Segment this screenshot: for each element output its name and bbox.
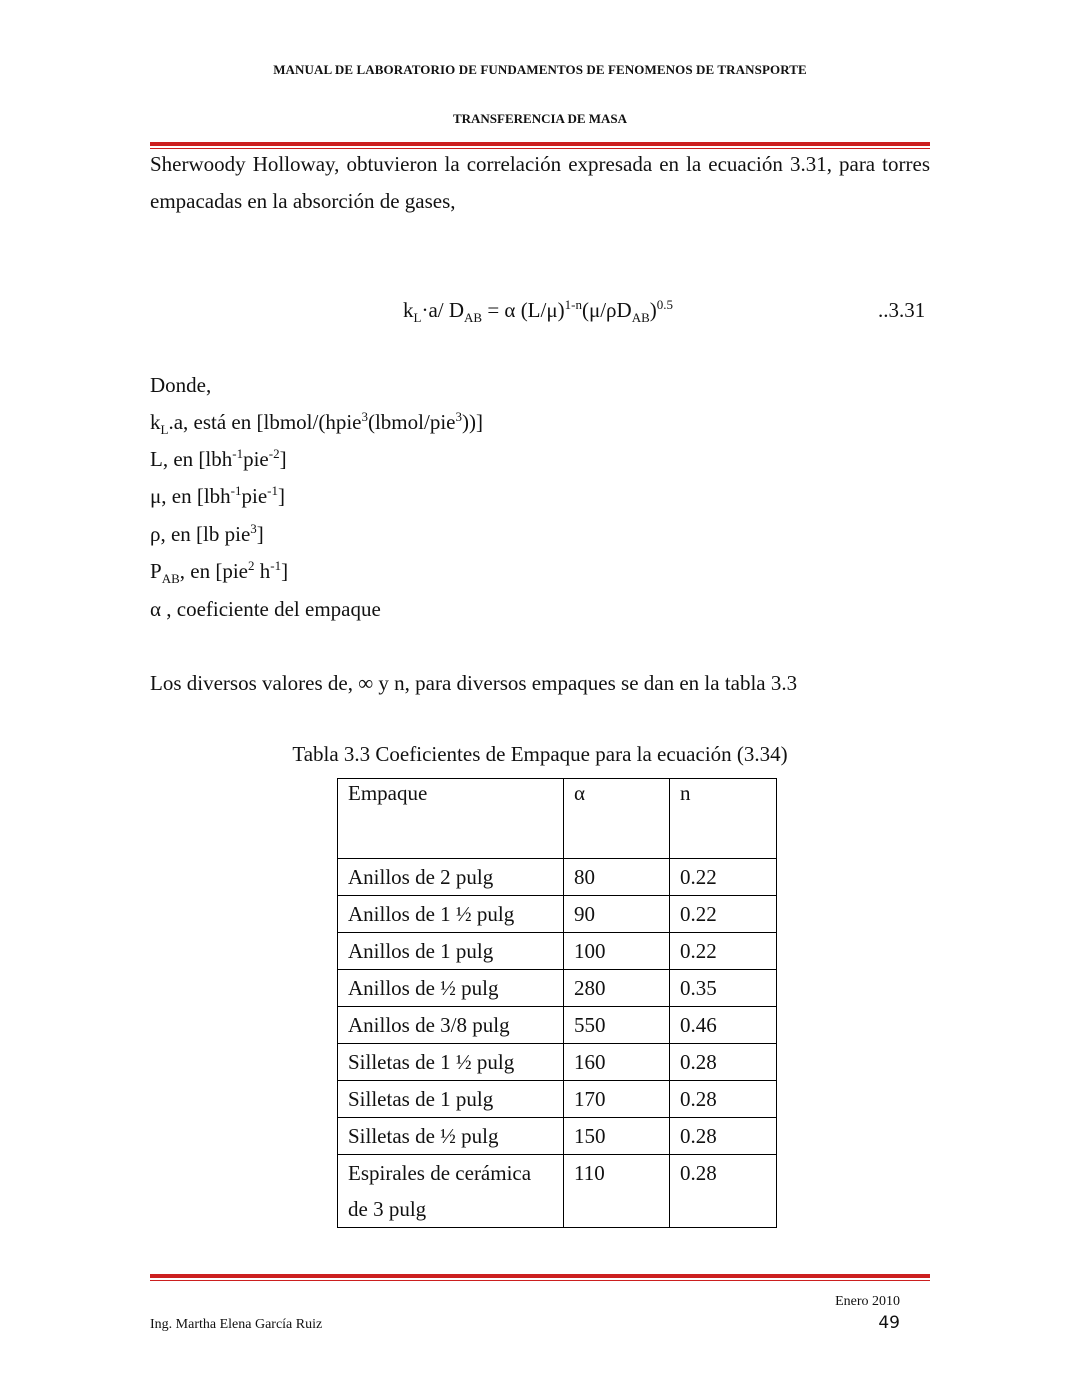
cell-empaque: Silletas de ½ pulg: [338, 1118, 564, 1155]
table-row: [338, 1044, 777, 1081]
cell-alpha: 550: [564, 1007, 670, 1044]
equation-3-31: $k_L\cdot a/$ $D_{AB} = \alpha$ $(L/\mu)^{1-n}(\mu/\rho D_{AB})^{0.5}$: [403, 297, 673, 326]
cell-empaque: Espirales de cerámica de 3 pulg: [338, 1155, 564, 1228]
cell-empaque: Silletas de 1 ½ pulg: [338, 1044, 564, 1081]
footer-author: Ing. Martha Elena García Ruiz: [150, 1317, 323, 1332]
definition-alpha: α , coeficiente del empaque: [150, 597, 381, 621]
cell-n: 0.28: [670, 1081, 777, 1118]
table-row: [338, 1155, 777, 1228]
footer-divider-thin: [150, 1280, 930, 1281]
cell-alpha: 280: [564, 970, 670, 1007]
document-header-title: MANUAL DE LABORATORIO DE FUNDAMENTOS DE FENOMENOS DE TRANSPORTE: [273, 62, 807, 77]
definition-rho: ρ, en [lb pie$^3$]: [150, 521, 264, 546]
document-header-subtitle: TRANSFERENCIA DE MASA: [452, 111, 628, 126]
table-caption: Tabla 3.3 Coeficientes de Empaque para la ecuación (3.34): [292, 742, 788, 766]
cell-empaque: Anillos de ½ pulg: [338, 970, 564, 1007]
table-row: [338, 970, 777, 1007]
table-header-row: [338, 779, 777, 859]
footer-divider-thick: [150, 1274, 930, 1278]
definition-L: L, en [lbh$^{-1}$pie$^{-2}$]: [150, 446, 287, 471]
cell-empaque: Silletas de 1 pulg: [338, 1081, 564, 1118]
cell-n: 0.28: [670, 1044, 777, 1081]
definitions-intro: Donde,: [150, 373, 212, 397]
cell-alpha: 150: [564, 1118, 670, 1155]
table-row: [338, 1118, 777, 1155]
definition-kla: $k_L.a$, está en [lbmol/(hpie$^3$(lbmol/pie$^3$))]: [150, 409, 483, 438]
cell-empaque: Anillos de 1 pulg: [338, 933, 564, 970]
cell-n: 0.28: [670, 1155, 777, 1228]
equation-number: ..3.31: [878, 298, 926, 322]
packing-coefficients-table: [337, 778, 777, 1228]
cell-alpha: 110: [564, 1155, 670, 1228]
header-empaque: Empaque: [338, 779, 564, 859]
definition-mu: μ, en [lbh$^{-1}$pie$^{-1}$]: [150, 483, 286, 508]
cell-empaque: Anillos de 3/8 pulg: [338, 1007, 564, 1044]
cell-empaque: Anillos de 2 pulg: [338, 859, 564, 896]
header-alpha: α: [564, 779, 670, 859]
cell-n: 0.22: [670, 859, 777, 896]
table-row: [338, 1081, 777, 1118]
values-note: Los diversos valores de, ∞ y n, para diversos empaques se dan en la tabla 3.3: [150, 671, 798, 695]
table-row: [338, 859, 777, 896]
table-row: [338, 933, 777, 970]
cell-n: 0.22: [670, 896, 777, 933]
cell-n: 0.35: [670, 970, 777, 1007]
footer-date: Enero 2010: [835, 1294, 900, 1309]
page-number: 49: [878, 1313, 900, 1333]
header-n: n: [670, 779, 777, 859]
cell-alpha: 90: [564, 896, 670, 933]
intro-line-1: Sherwoody Holloway, obtuvieron la correlación expresada en la ecuación 3.31, para torres: [150, 152, 930, 176]
cell-empaque: Anillos de 1 ½ pulg: [338, 896, 564, 933]
cell-alpha: 80: [564, 859, 670, 896]
cell-alpha: 160: [564, 1044, 670, 1081]
table-row: [338, 896, 777, 933]
cell-alpha: 100: [564, 933, 670, 970]
table-row: [338, 1007, 777, 1044]
cell-alpha: 170: [564, 1081, 670, 1118]
intro-line-2: empacadas en la absorción de gases,: [150, 189, 456, 213]
cell-n: 0.46: [670, 1007, 777, 1044]
cell-n: 0.22: [670, 933, 777, 970]
cell-n: 0.28: [670, 1118, 777, 1155]
definition-pab: $P_{AB}$, en [pie$^2$ $h^{-1}$]: [150, 558, 289, 587]
